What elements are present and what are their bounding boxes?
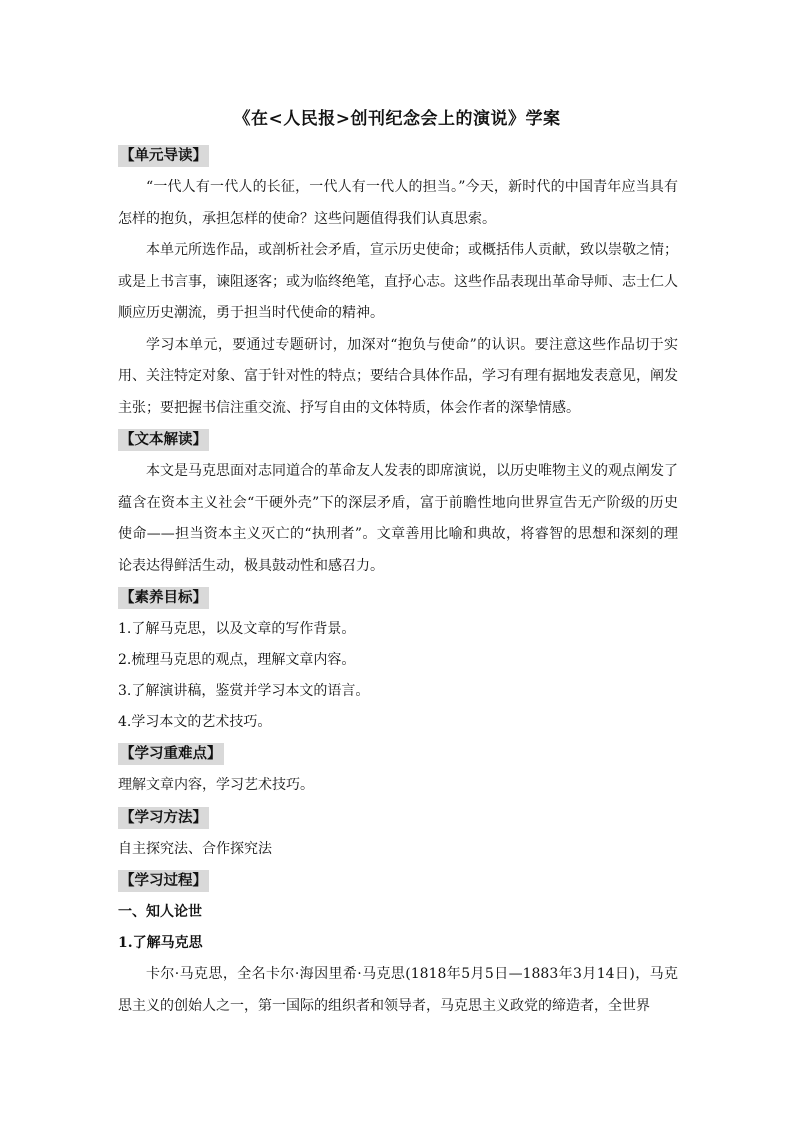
- unit-intro-paragraph-1: “一代人有一代人的长征，一代人有一代人的担当。”今天，新时代的中国青年应当具有怎样的抱负，承担怎样的使命？这些问题值得我们认真思索。: [118, 179, 678, 227]
- process-part-one: 一、知人论世: [118, 904, 202, 920]
- section-heading-methods: 【学习方法】: [118, 807, 209, 829]
- text-reading-paragraph: 本文是马克思面对志同道合的革命友人发表的即席演说，以历史唯物主义的观点阐发了蕴含在资本主义社会“干硬外壳”下的深层矛盾，富于前瞻性地向世界宣告无产阶级的历史使命——担当资本主义灭亡的“执刑者”。文章善用比喻和典故，将睿智的思想和深刻的理论表达得鲜活生动，极具鼓动性和感召力。: [118, 463, 678, 574]
- process-sub-one: 1.了解马克思: [118, 935, 203, 951]
- section-heading-text-reading: 【文本解读】: [118, 429, 209, 451]
- unit-intro-paragraph-3: 学习本单元，要通过专题研讨，加深对“抱负与使命”的认识。要注意这些作品切于实用、关注特定对象、富于针对性的特点；要结合具体作品，学习有理有据地发表意见，阐发主张；要把握书信注重交流、抒写自由的文体特质，体会作者的深挚情感。: [118, 336, 678, 416]
- section-heading-key-points: 【学习重难点】: [118, 743, 224, 765]
- document-title: 《在<人民报>创刊纪念会上的演说》学案: [233, 109, 561, 129]
- section-heading-process: 【学习过程】: [118, 870, 209, 892]
- goal-item: 4.学习本文的艺术技巧。: [118, 714, 272, 730]
- document-body: [118, 140, 678, 1022]
- goal-item: 1.了解马克思，以及文章的写作背景。: [118, 621, 356, 637]
- unit-intro-paragraph-2: 本单元所选作品，或剖析社会矛盾，宣示历史使命；或概括伟人贡献，致以崇敬之情；或是上书言事，谏阻逐客；或为临终绝笔，直抒心志。这些作品表现出革命导师、志士仁人顺应历史潮流，勇于担当时代使命的精神。: [118, 242, 678, 321]
- section-goals: [118, 582, 678, 614]
- section-heading-goals: 【素养目标】: [118, 587, 209, 609]
- section-process: [118, 865, 678, 897]
- goal-item: 3.了解演讲稿，鉴赏并学习本文的语言。: [118, 683, 370, 699]
- section-key-points: [118, 738, 678, 770]
- section-unit-intro: [118, 140, 678, 172]
- section-heading-unit-intro: 【单元导读】: [118, 145, 209, 167]
- goals-list: [118, 614, 678, 738]
- goal-item: 2.梳理马克思的观点，理解文章内容。: [118, 652, 356, 668]
- marx-bio-paragraph: 卡尔·马克思，全名卡尔·海因里希·马克思(1818年5月5日—1883年3月14日)，马克思主义的创始人之一，第一国际的组织者和领导者，马克思主义政党的缔造者，全世界: [118, 966, 678, 1014]
- section-methods: [118, 802, 678, 834]
- section-text-reading: [118, 424, 678, 456]
- key-points-text: 理解文章内容，学习艺术技巧。: [118, 777, 314, 793]
- methods-text: 自主探究法、合作探究法: [118, 840, 272, 857]
